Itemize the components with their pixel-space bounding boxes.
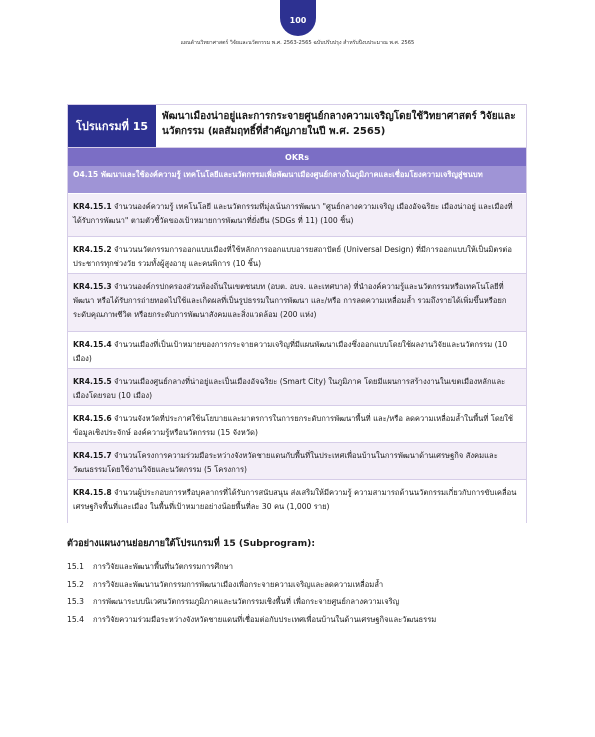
key-result-code: KR4.15.7 [73, 451, 112, 460]
program-label: โปรแกรมที่ 15 [68, 105, 156, 147]
page-number-badge [280, 0, 316, 36]
key-result-row [68, 443, 526, 480]
subprogram-number: 15.4 [67, 614, 84, 624]
key-result-code: KR4.15.8 [73, 488, 112, 497]
key-result-text: จำนวนนวัตกรรมการออกแบบเมืองที่ใช้หลักการออกแบบอารยสถาปัตย์ (Universal Design) ที่มีการออกแบบให้เป็นมิตรต่อประชากรทุกช่วงวัย รวมทั้งผู้สูงอายุ และคนพิการ (10 ชิ้น) [73, 245, 512, 268]
key-result-code: KR4.15.6 [73, 414, 112, 423]
subprogram-text: การวิจัยและพัฒนานวัตกรรมการพัฒนาเมืองเพื่อกระจายความเจริญและลดความเหลื่อมล้ำ [93, 579, 384, 589]
subprogram-number: 15.1 [67, 562, 84, 571]
key-result-row [68, 194, 526, 237]
key-result-row [68, 237, 526, 274]
key-result-text: จำนวนองค์กรปกครองส่วนท้องถิ่นในเขตชนบท (อบต. อบจ. และเทศบาล) ที่นำองค์ความรู้และนวัตกรรมหรือเทคโนโลยีที่พัฒนา หรือได้รับการถ่ายทอดไปใช้และเกิดผลที่เป็นรูปธรรมในการพัฒนา และ/หรือ การลดความเหลื่อมล้ำ รวมถึงรายได้เพิ่มขึ้นหรือยกระดับคุณภาพชีวิต หรือยกระดับการพัฒนาสังคมและสิ่งแวดล้อม (200 แห่ง) [73, 282, 507, 319]
subprogram-number: 15.2 [67, 579, 84, 589]
key-result-text: จำนวนเมืองศูนย์กลางที่น่าอยู่และเป็นเมืองอัจฉริยะ (Smart City) ในภูมิภาค โดยมีแผนการสร้างงานในเขตเมืองหลักและเมืองโดยรอบ (10 เมือง) [73, 377, 506, 400]
program-table [67, 104, 527, 523]
key-result-code: KR4.15.5 [73, 377, 112, 386]
key-result-text: จำนวนเมืองที่เป็นเป้าหมายของการกระจายความเจริญที่มีแผนพัฒนาเมืองซึ่งออกแบบโดยใช้ผลงานวิจัยและนวัตกรรม (10 เมือง) [73, 340, 508, 363]
subprogram-number: 15.3 [67, 597, 84, 606]
key-result-row [68, 406, 526, 443]
program-header [68, 105, 526, 148]
key-result-text: จำนวนผู้ประกอบการหรือบุคลากรที่ได้รับการสนับสนุน ส่งเสริมให้มีความรู้ ความสามารถด้านนวัตกรรมเกี่ยวกับการขับเคลื่อนเศรษฐกิจพื้นที่และเมือง ในพื้นที่เป้าหมายอย่างน้อยพื้นที่ละ 30 คน (1,000 ราย) [73, 488, 517, 511]
okrs-header: OKRs [68, 148, 526, 166]
key-result-row [68, 480, 526, 523]
key-result-text: จำนวนโครงการความร่วมมือระหว่างจังหวัดชายแดนกับพื้นที่ในประเทศเพื่อนบ้านในการพัฒนาด้านเศรษฐกิจ สังคมและวัฒนธรรมโดยใช้งานวิจัยและนวัตกรรม (5 โครงการ) [73, 451, 498, 474]
subprogram-item [67, 593, 537, 611]
key-result-row [68, 274, 526, 332]
subprogram-item [67, 576, 537, 594]
running-header: แผนด้านวิทยาศาสตร์ วิจัยและนวัตกรรม พ.ศ. 2563-2565 ฉบับปรับปรุง สำหรับปีงบประมาณ พ.ศ. 2565 [180, 40, 415, 46]
subprogram-text: การพัฒนาระบบนิเวศนวัตกรรมภูมิภาคและนวัตกรรมเชิงพื้นที่ เพื่อกระจายศูนย์กลางความเจริญ [93, 597, 400, 606]
subprogram-item [67, 558, 537, 576]
key-result-code: KR4.15.4 [73, 340, 112, 349]
key-result-text: จำนวนองค์ความรู้ เทคโนโลยี และนวัตกรรมที่มุ่งเน้นการพัฒนา "ศูนย์กลางความเจริญ เมืองอัจฉริยะ เมืองน่าอยู่ และเมืองที่ได้รับการพัฒนา" ตามตัวชี้วัดของเป้าหมายการพัฒนาที่ยั่งยืน (SDGs ที่ 11) (100 ชิ้น) [73, 202, 513, 225]
subprogram-heading: ตัวอย่างแผนงานย่อยภายใต้โปรแกรมที่ 15 (Subprogram): [67, 538, 316, 549]
key-result-code: KR4.15.3 [73, 282, 112, 291]
subprogram-text: การวิจัยและพัฒนาพื้นที่นวัตกรรมการศึกษา [93, 562, 234, 571]
key-result-row [68, 332, 526, 369]
key-results-list [68, 194, 526, 523]
subprogram-text: การวิจัยความร่วมมือระหว่างจังหวัดชายแดนที่เชื่อมต่อกับประเทศเพื่อนบ้านในด้านเศรษฐกิจและวัฒนธรรม [93, 614, 437, 624]
page-number: 100 [289, 15, 307, 25]
program-title: พัฒนาเมืองน่าอยู่และการกระจายศูนย์กลางความเจริญโดยใช้วิทยาศาสตร์ วิจัยและนวัตกรรม (ผลสัมฤทธิ์ที่สำคัญภายในปี พ.ศ. 2565) [162, 111, 516, 137]
key-result-row [68, 369, 526, 406]
key-result-text: จำนวนจังหวัดที่ประกาศใช้นโยบายและมาตรการในการยกระดับการพัฒนาพื้นที่ และ/หรือ ลดความเหลื่อมล้ำในพื้นที่ โดยใช้ข้อมูลเชิงประจักษ์ องค์ความรู้หรือนวัตกรรม (15 จังหวัด) [73, 414, 514, 437]
key-result-code: KR4.15.2 [73, 245, 112, 254]
objective: O4.15 พัฒนาและใช้องค์ความรู้ เทคโนโลยีและนวัตกรรมเพื่อพัฒนาเมืองศูนย์กลางในภูมิภาคและเชื่อมโยงความเจริญสู่ชนบท [68, 166, 526, 194]
key-result-code: KR4.15.1 [73, 202, 112, 211]
subprogram-list [67, 558, 537, 628]
subprogram-item [67, 611, 537, 629]
